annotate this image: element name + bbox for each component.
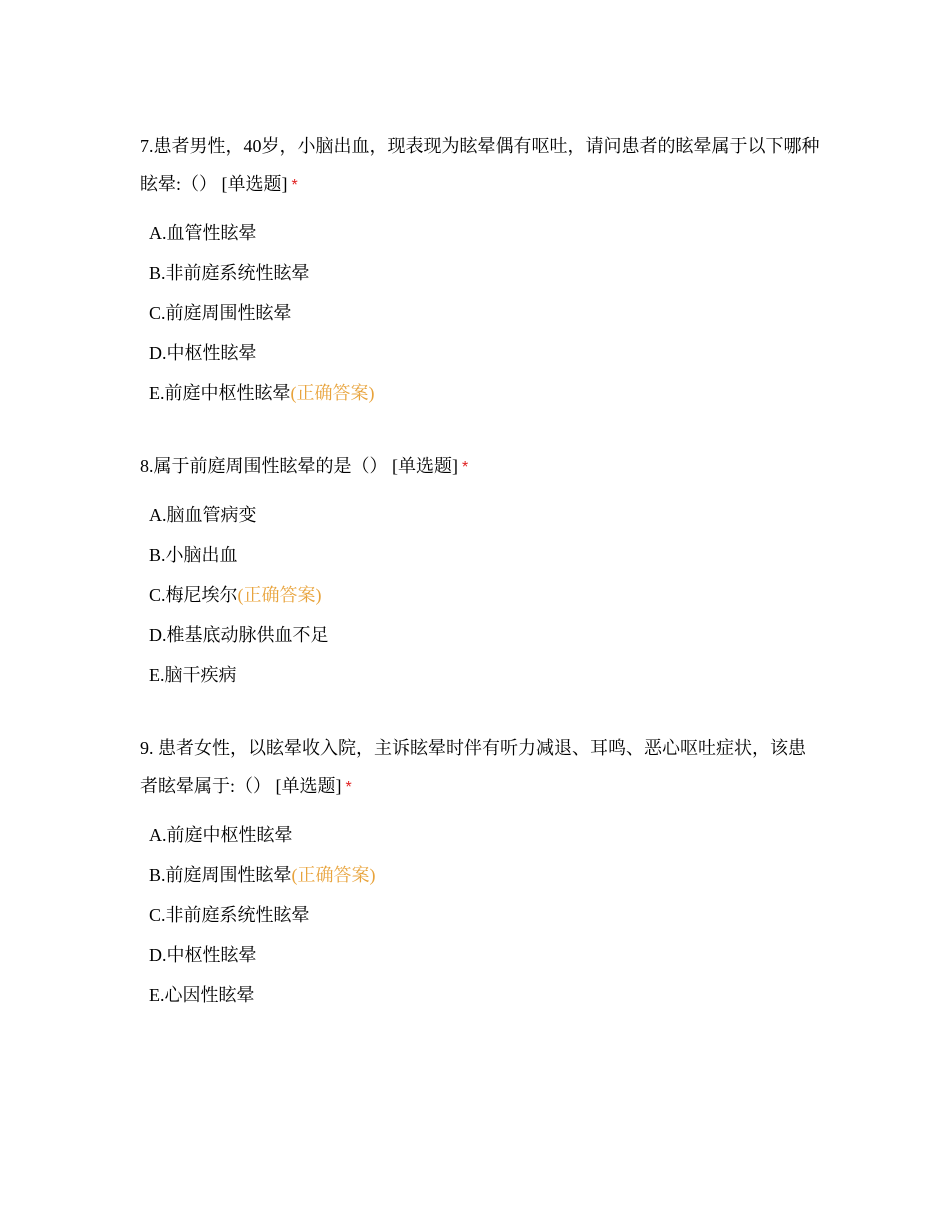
correct-answer-label: (正确答案) bbox=[290, 383, 375, 403]
question-text: 8.属于前庭周围性眩晕的是（） [单选题] bbox=[140, 456, 458, 476]
option-text: A.脑血管病变 bbox=[149, 505, 257, 525]
option-text: C.非前庭系统性眩晕 bbox=[149, 905, 310, 925]
option-list bbox=[140, 495, 820, 695]
option-text: E.脑干疾病 bbox=[149, 665, 237, 685]
question-title bbox=[140, 127, 820, 205]
option-text: C.前庭周围性眩晕 bbox=[149, 303, 292, 323]
option-text: E.前庭中枢性眩晕 bbox=[149, 383, 291, 403]
correct-answer-label: (正确答案) bbox=[237, 585, 322, 605]
required-star: * bbox=[462, 459, 469, 476]
option-text: C.梅尼埃尔 bbox=[149, 585, 238, 605]
question-9 bbox=[140, 729, 820, 1015]
question-text: 7.患者男性，40岁，小脑出血，现表现为眩晕偶有呕吐，请问患者的眩晕属于以下哪种眩晕:（） [单选题] bbox=[140, 136, 820, 194]
option-text: D.中枢性眩晕 bbox=[149, 343, 257, 363]
option-text: A.前庭中枢性眩晕 bbox=[149, 825, 293, 845]
option-b bbox=[140, 535, 820, 575]
option-c bbox=[140, 293, 820, 333]
required-star: * bbox=[345, 779, 352, 796]
question-title bbox=[140, 447, 820, 487]
correct-answer-label: (正确答案) bbox=[291, 865, 376, 885]
option-text: A.血管性眩晕 bbox=[149, 223, 257, 243]
option-e bbox=[140, 373, 820, 413]
option-e bbox=[140, 975, 820, 1015]
option-d bbox=[140, 935, 820, 975]
option-a bbox=[140, 213, 820, 253]
question-title bbox=[140, 729, 820, 807]
option-text: D.椎基底动脉供血不足 bbox=[149, 625, 329, 645]
option-text: B.小脑出血 bbox=[149, 545, 238, 565]
option-text: B.前庭周围性眩晕 bbox=[149, 865, 292, 885]
question-7 bbox=[140, 127, 820, 413]
option-a bbox=[140, 495, 820, 535]
option-text: E.心因性眩晕 bbox=[149, 985, 255, 1005]
required-star: * bbox=[291, 177, 298, 194]
option-list bbox=[140, 815, 820, 1015]
question-text: 9. 患者女性，以眩晕收入院，主诉眩晕时伴有听力减退、耳鸣、恶心呕吐症状，该患者眩晕属于:（） [单选题] bbox=[140, 738, 806, 796]
option-b bbox=[140, 855, 820, 895]
option-c bbox=[140, 575, 820, 615]
option-c bbox=[140, 895, 820, 935]
option-b bbox=[140, 253, 820, 293]
option-list bbox=[140, 213, 820, 413]
option-a bbox=[140, 815, 820, 855]
option-d bbox=[140, 333, 820, 373]
option-e bbox=[140, 655, 820, 695]
question-8 bbox=[140, 447, 820, 695]
option-text: D.中枢性眩晕 bbox=[149, 945, 257, 965]
option-text: B.非前庭系统性眩晕 bbox=[149, 263, 310, 283]
option-d bbox=[140, 615, 820, 655]
